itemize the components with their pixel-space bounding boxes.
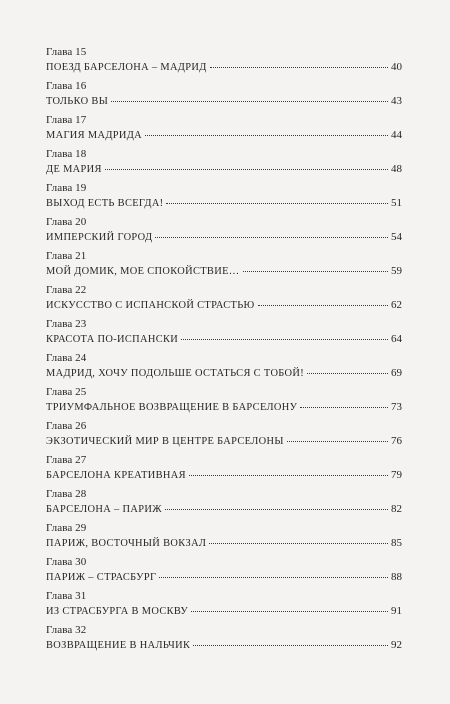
toc-entry bbox=[46, 46, 402, 80]
toc-entry bbox=[46, 420, 402, 454]
toc-title-line bbox=[46, 638, 402, 652]
toc-title-line bbox=[46, 264, 402, 278]
toc-title-line bbox=[46, 196, 402, 210]
chapter-number: Глава 25 bbox=[46, 386, 87, 398]
chapter-title: БАРСЕЛОНА – ПАРИЖ bbox=[46, 504, 162, 515]
dot-leader bbox=[287, 441, 388, 442]
chapter-title: ТОЛЬКО ВЫ bbox=[46, 96, 109, 107]
page-number: 73 bbox=[391, 401, 402, 413]
page-number: 82 bbox=[391, 503, 402, 515]
page-number: 76 bbox=[391, 435, 402, 447]
chapter-number: Глава 23 bbox=[46, 318, 87, 330]
toc-title-line bbox=[46, 536, 402, 550]
chapter-title: ПОЕЗД БАРСЕЛОНА – МАДРИД bbox=[46, 62, 207, 73]
page-number: 43 bbox=[391, 95, 402, 107]
toc-entry bbox=[46, 454, 402, 488]
chapter-number: Глава 27 bbox=[46, 454, 87, 466]
chapter-number: Глава 15 bbox=[46, 46, 87, 58]
chapter-title: ИСКУССТВО С ИСПАНСКОЙ СТРАСТЬЮ bbox=[46, 300, 255, 311]
toc-title-line bbox=[46, 570, 402, 584]
chapter-title: ИМПЕРСКИЙ ГОРОД bbox=[46, 232, 153, 243]
toc-entry bbox=[46, 386, 402, 420]
chapter-number: Глава 26 bbox=[46, 420, 87, 432]
chapter-title: ДЕ МАРИЯ bbox=[46, 164, 102, 175]
page-number: 64 bbox=[391, 333, 402, 345]
chapter-number: Глава 28 bbox=[46, 488, 87, 500]
dot-leader bbox=[191, 611, 388, 612]
page-number: 59 bbox=[391, 265, 402, 277]
toc-title-line bbox=[46, 366, 402, 380]
toc-entry bbox=[46, 148, 402, 182]
chapter-number: Глава 31 bbox=[46, 590, 87, 602]
chapter-title: ЭКЗОТИЧЕСКИЙ МИР В ЦЕНТРЕ БАРСЕЛОНЫ bbox=[46, 436, 284, 447]
toc-title-line bbox=[46, 468, 402, 482]
toc-entry bbox=[46, 488, 402, 522]
toc-entry bbox=[46, 250, 402, 284]
chapter-number: Глава 32 bbox=[46, 624, 87, 636]
chapter-number: Глава 16 bbox=[46, 80, 87, 92]
toc-entry bbox=[46, 182, 402, 216]
dot-leader bbox=[307, 373, 388, 374]
toc-title-line bbox=[46, 94, 402, 108]
chapter-title: МАГИЯ МАДРИДА bbox=[46, 130, 143, 141]
chapter-title: ИЗ СТРАСБУРГА В МОСКВУ bbox=[46, 606, 189, 617]
toc-title-line bbox=[46, 604, 402, 618]
toc-title-line bbox=[46, 60, 402, 74]
toc-entry bbox=[46, 284, 402, 318]
chapter-title: ВОЗВРАЩЕНИЕ В НАЛЬЧИК bbox=[46, 640, 191, 651]
toc-entry bbox=[46, 522, 402, 556]
toc-title-line bbox=[46, 162, 402, 176]
page-number: 69 bbox=[391, 367, 402, 379]
toc-entry bbox=[46, 624, 402, 658]
toc-entry bbox=[46, 80, 402, 114]
toc-entry bbox=[46, 318, 402, 352]
page-number: 62 bbox=[391, 299, 402, 311]
page-number: 48 bbox=[391, 163, 402, 175]
page-number: 88 bbox=[391, 571, 402, 583]
dot-leader bbox=[189, 475, 388, 476]
page-number: 85 bbox=[391, 537, 402, 549]
toc-title-line bbox=[46, 230, 402, 244]
toc-entry bbox=[46, 114, 402, 148]
chapter-title: МОЙ ДОМИК, МОЕ СПОКОЙСТВИЕ… bbox=[46, 266, 240, 277]
dot-leader bbox=[258, 305, 388, 306]
chapter-title: МАДРИД, ХОЧУ ПОДОЛЬШЕ ОСТАТЬСЯ С ТОБОЙ! bbox=[46, 368, 305, 379]
page-number: 54 bbox=[391, 231, 402, 243]
page-number: 40 bbox=[391, 61, 402, 73]
chapter-number: Глава 21 bbox=[46, 250, 87, 262]
toc-title-line bbox=[46, 434, 402, 448]
chapter-title: КРАСОТА ПО-ИСПАНСКИ bbox=[46, 334, 179, 345]
toc-title-line bbox=[46, 128, 402, 142]
toc-title-line bbox=[46, 502, 402, 516]
chapter-title: ПАРИЖ – СТРАСБУРГ bbox=[46, 572, 157, 583]
dot-leader bbox=[165, 509, 388, 510]
toc-entry bbox=[46, 556, 402, 590]
page-number: 51 bbox=[391, 197, 402, 209]
dot-leader bbox=[209, 543, 388, 544]
dot-leader bbox=[243, 271, 388, 272]
chapter-number: Глава 17 bbox=[46, 114, 87, 126]
page-number: 79 bbox=[391, 469, 402, 481]
dot-leader bbox=[155, 237, 388, 238]
chapter-number: Глава 30 bbox=[46, 556, 87, 568]
chapter-title: ПАРИЖ, ВОСТОЧНЫЙ ВОКЗАЛ bbox=[46, 538, 207, 549]
toc-title-line bbox=[46, 298, 402, 312]
dot-leader bbox=[300, 407, 388, 408]
chapter-title: ТРИУМФАЛЬНОЕ ВОЗВРАЩЕНИЕ В БАРСЕЛОНУ bbox=[46, 402, 298, 413]
toc-entry bbox=[46, 216, 402, 250]
chapter-number: Глава 29 bbox=[46, 522, 87, 534]
dot-leader bbox=[210, 67, 388, 68]
dot-leader bbox=[166, 203, 388, 204]
toc-title-line bbox=[46, 400, 402, 414]
chapter-number: Глава 24 bbox=[46, 352, 87, 364]
chapter-title: БАРСЕЛОНА КРЕАТИВНАЯ bbox=[46, 470, 186, 481]
dot-leader bbox=[105, 169, 388, 170]
dot-leader bbox=[181, 339, 388, 340]
chapter-title: ВЫХОД ЕСТЬ ВСЕГДА! bbox=[46, 198, 164, 209]
table-of-contents bbox=[46, 46, 402, 658]
dot-leader bbox=[159, 577, 388, 578]
toc-entry bbox=[46, 352, 402, 386]
chapter-number: Глава 20 bbox=[46, 216, 87, 228]
dot-leader bbox=[111, 101, 388, 102]
dot-leader bbox=[145, 135, 388, 136]
chapter-number: Глава 22 bbox=[46, 284, 87, 296]
chapter-number: Глава 18 bbox=[46, 148, 87, 160]
toc-title-line bbox=[46, 332, 402, 346]
dot-leader bbox=[193, 645, 388, 646]
page-number: 91 bbox=[391, 605, 402, 617]
page-number: 44 bbox=[391, 129, 402, 141]
chapter-number: Глава 19 bbox=[46, 182, 87, 194]
toc-entry bbox=[46, 590, 402, 624]
page-number: 92 bbox=[391, 639, 402, 651]
